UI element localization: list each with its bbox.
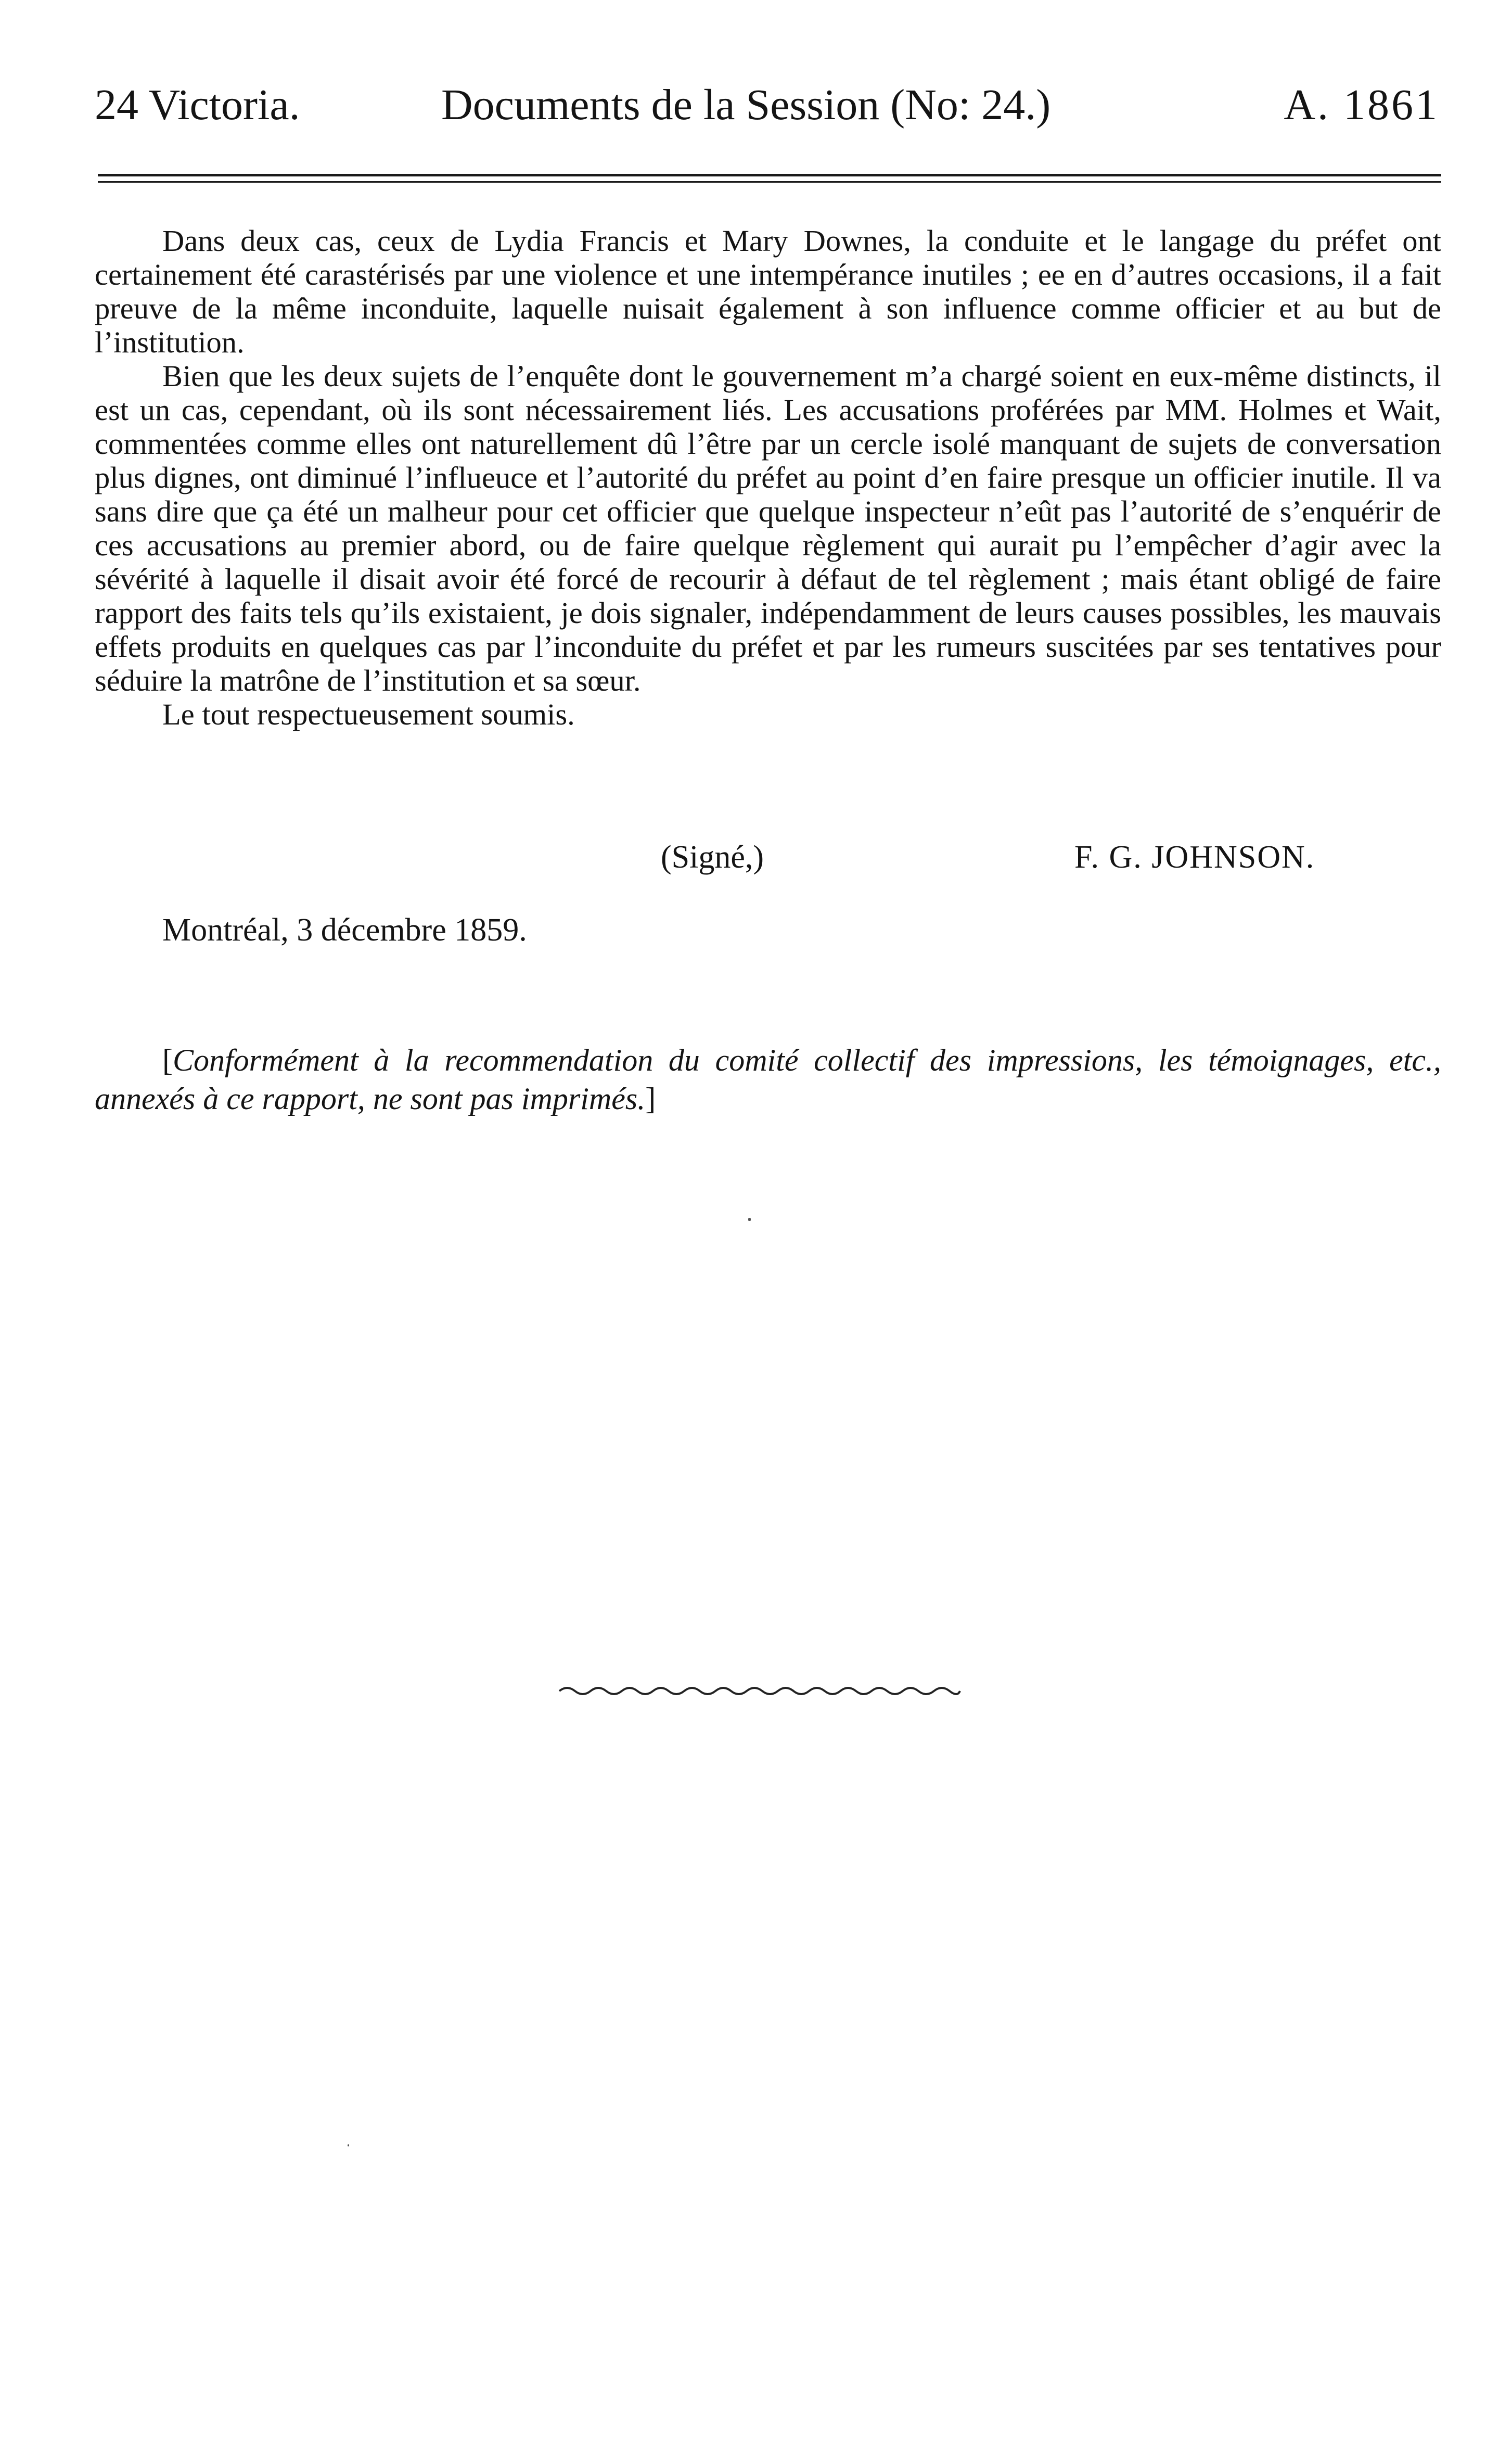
note-open-bracket: [ xyxy=(162,1043,173,1077)
paragraph: Dans deux cas, ceux de Lydia Francis et Mary Downes, la conduite et le langage du préfet ont certainement été carastérisés par une violence et une intempérance inutiles ; ee en d’autres occasions, il a fait preuve de la même inconduite, laquelle nuisait également à son influence comme officier et au but de l’institution. xyxy=(95,224,1441,359)
note-text: Conformément à la recommendation du comité collectif des impressions, les témoignages, etc., annexés à ce rapport, ne sont pas imprimés. xyxy=(95,1043,1441,1116)
header-rule-thick xyxy=(98,174,1441,176)
place-and-date: Montréal, 3 décembre 1859. xyxy=(162,912,527,948)
running-header-year: A. 1861 xyxy=(1284,81,1439,129)
decorative-end-rule xyxy=(557,1684,963,1696)
running-header-left: 24 Victoria. xyxy=(95,81,300,129)
header-rule-thin xyxy=(98,181,1441,183)
signed-label: (Signé,) xyxy=(661,840,764,875)
editorial-note xyxy=(95,1041,1441,1118)
running-header-title: Documents de la Session (No: 24.) xyxy=(441,81,1051,129)
note-close-bracket: ] xyxy=(645,1082,656,1116)
ink-speck xyxy=(748,1218,751,1221)
paragraph: Bien que les deux sujets de l’enquête dont le gouvernement m’a chargé soient en eux-même distincts, il est un cas, cependant, où ils sont nécessairement liés. Les accusations proférées par MM. Holmes et Wait, commentées comme elles ont naturellement dû l’être par un cercle isolé manquant de sujets de conversation plus dignes, ont diminué l’influeuce et l’autorité du préfet au point d’en faire presque un officier inutile. Il va sans dire que ça été un malheur pour cet officier que quelque inspecteur n’eût pas l’autorité de s’enquérir de ces accusations au premier abord, ou de faire quelque règlement qui aurait pu l’empêcher d’agir avec la sévérité à laquelle il disait avoir été forcé de recourir à défaut de tel règlement ; mais étant obligé de faire rapport des faits tels qu’ils existaient, je dois signaler, indépendamment de leurs causes possibles, les mauvais effets produits en quelques cas par l’inconduite du préfet et par les rumeurs suscitées par ses tentatives pour séduire la matrône de l’institution et sa sœur. xyxy=(95,359,1441,697)
report-body xyxy=(95,224,1441,731)
signer-name: F. G. JOHNSON. xyxy=(1074,840,1315,875)
ink-speck xyxy=(348,2144,349,2146)
paragraph: Le tout respectueusement soumis. xyxy=(162,697,575,731)
